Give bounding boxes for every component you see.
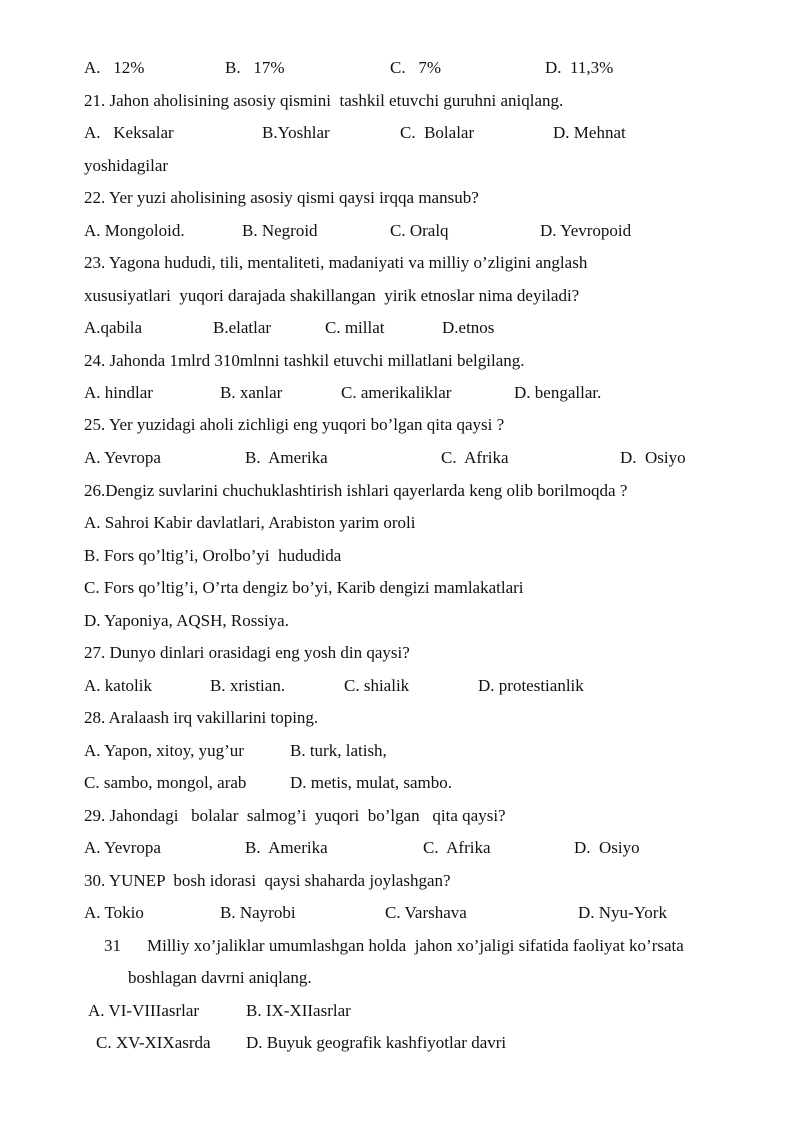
q21-option-c: C. Bolalar [400, 123, 475, 142]
q26-option-d: D. Yaponiya, AQSH, Rossiya. [84, 611, 289, 630]
q29-option-b: B. Amerika [245, 838, 328, 857]
q26-option-a: A. Sahroi Kabir davlatlari, Arabiston yarim oroli [84, 513, 416, 532]
q27-option-a: A. katolik [84, 676, 152, 695]
q20-option-d: D. 11,3% [545, 58, 614, 77]
q29-option-a: A. Yevropa [84, 838, 161, 857]
q27-option-d: D. protestianlik [478, 676, 584, 695]
q28-option-a: A. Yapon, xitoy, yug’ur [84, 741, 244, 760]
q21-option-d-continued: yoshidagilar [84, 156, 169, 175]
q25-option-c: C. Afrika [441, 448, 509, 467]
q31-option-b: B. IX-XIIasrlar [246, 1001, 351, 1020]
q25-option-a: A. Yevropa [84, 448, 161, 467]
q28-option-c: C. sambo, mongol, arab [84, 773, 247, 792]
q21-question: 21. Jahon aholisining asosiy qismini tashkil etuvchi guruhni aniqlang. [84, 91, 564, 110]
q22-option-b: B. Negroid [242, 221, 318, 240]
q21-option-d: D. Mehnat [553, 123, 626, 142]
q23-option-b: B.elatlar [213, 318, 272, 337]
q25-question: 25. Yer yuzidagi aholi zichligi eng yuqori bo’lgan qita qaysi ? [84, 415, 505, 434]
q29-option-c: C. Afrika [423, 838, 491, 857]
q26-question: 26.Dengiz suvlarini chuchuklashtirish ishlari qayerlarda keng olib borilmoqda ? [84, 481, 628, 500]
q30-option-d: D. Nyu-York [578, 903, 667, 922]
q24-option-c: C. amerikaliklar [341, 383, 452, 402]
q20-option-c: C. 7% [390, 58, 441, 77]
q25-option-d: D. Osiyo [620, 448, 686, 467]
q31-question-line1: Milliy xo’jaliklar umumlashgan holda jahon xo’jaligi sifatida faoliyat ko’rsata [147, 936, 684, 955]
q21-option-a: A. Keksalar [84, 123, 174, 142]
q30-option-a: A. Tokio [84, 903, 144, 922]
q26-option-c: C. Fors qo’ltig’i, O’rta dengiz bo’yi, Karib dengizi mamlakatlari [84, 578, 524, 597]
q20-option-a: A. 12% [84, 58, 145, 77]
q31-option-d: D. Buyuk geografik kashfiyotlar davri [246, 1033, 507, 1052]
q31-option-a: A. VI-VIIIasrlar [88, 1001, 200, 1020]
q21-option-b: B.Yoshlar [262, 123, 330, 142]
q27-option-b: B. xristian. [210, 676, 286, 695]
q30-option-b: B. Nayrobi [220, 903, 296, 922]
q28-option-b: B. turk, latish, [290, 741, 387, 760]
q23-question-line1: 23. Yagona hududi, tili, mentaliteti, madaniyati va milliy o’zligini anglash [84, 253, 588, 272]
q27-question: 27. Dunyo dinlari orasidagi eng yosh din qaysi? [84, 643, 410, 662]
q29-option-d: D. Osiyo [574, 838, 640, 857]
q23-question-line2: xususiyatlari yuqori darajada shakillangan yirik etnoslar nima deyiladi? [84, 286, 580, 305]
q23-option-c: C. millat [325, 318, 385, 337]
q31-number: 31 [104, 936, 121, 955]
q22-option-d: D. Yevropoid [540, 221, 632, 240]
q23-option-a: A.qabila [84, 318, 143, 337]
q30-question: 30. YUNEP bosh idorasi qaysi shaharda joylashgan? [84, 871, 451, 890]
q22-question: 22. Yer yuzi aholisining asosiy qismi qaysi irqqa mansub? [84, 188, 479, 207]
q29-question: 29. Jahondagi bolalar salmog’i yuqori bo’lgan qita qaysi? [84, 806, 506, 825]
q24-option-b: B. xanlar [220, 383, 283, 402]
q27-option-c: C. shialik [344, 676, 410, 695]
q25-option-b: B. Amerika [245, 448, 328, 467]
q31-question-line2: boshlagan davrni aniqlang. [128, 968, 312, 987]
q22-option-a: A. Mongoloid. [84, 221, 185, 240]
q23-option-d: D.etnos [442, 318, 495, 337]
q24-question: 24. Jahonda 1mlrd 310mlnni tashkil etuvchi millatlani belgilang. [84, 351, 525, 370]
q24-option-a: A. hindlar [84, 383, 153, 402]
q24-option-d: D. bengallar. [514, 383, 602, 402]
q31-option-c: C. XV-XIXasrda [96, 1033, 211, 1052]
q20-option-b: B. 17% [225, 58, 285, 77]
q30-option-c: C. Varshava [385, 903, 467, 922]
q26-option-b: B. Fors qo’ltig’i, Orolbo’yi hududida [84, 546, 342, 565]
q28-question: 28. Aralaash irq vakillarini toping. [84, 708, 319, 727]
q28-option-d: D. metis, mulat, sambo. [290, 773, 452, 792]
q22-option-c: C. Oralq [390, 221, 449, 240]
